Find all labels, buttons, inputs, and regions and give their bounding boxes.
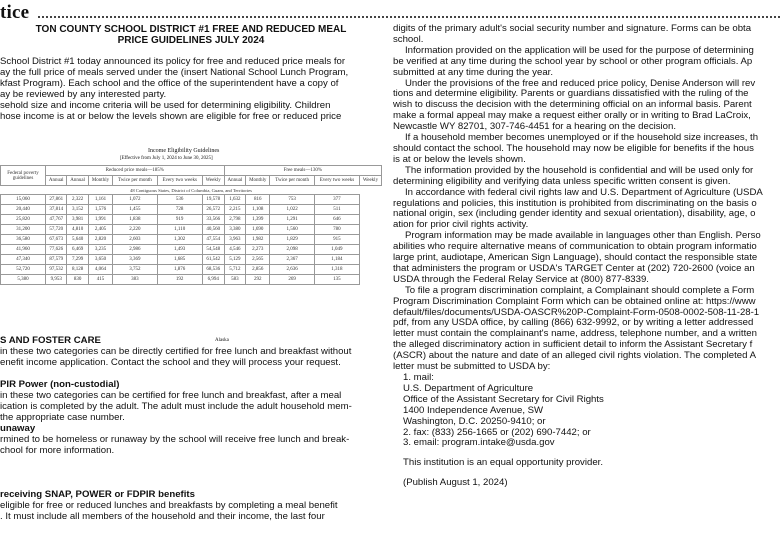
table-row xyxy=(1,275,382,285)
para-line: wish to discuss the decision with the determining official on an informal basis. Parent xyxy=(393,99,752,111)
table-cell: 26,572 xyxy=(202,205,224,215)
table-cell: 2,820 xyxy=(88,235,112,245)
table-cell: 3,650 xyxy=(88,255,112,265)
table-cell: 292 xyxy=(246,275,270,285)
para-line: digits of the primary adult's social security number and signature. Forms can be obta xyxy=(393,23,752,34)
table-cell: 27,861 xyxy=(46,195,67,205)
table-footer: Alaska xyxy=(215,338,229,343)
table-cell: 1,493 xyxy=(157,245,202,255)
table-col-header: Annual xyxy=(46,176,67,186)
intro-line: hose income is at or below the levels shown are eligible for free or reduced price xyxy=(0,110,342,122)
table-cell: 377 xyxy=(314,195,359,205)
notice-subtitle: PRICE GUIDELINES JULY 2024 xyxy=(117,35,265,46)
table-cell: 1,318 xyxy=(314,265,359,275)
table-cell: 269 xyxy=(270,275,314,285)
para-line: letter must be submitted to USDA by: xyxy=(393,361,551,373)
para-line: Newcastle WY 82701, 307-746-4451 for a hearing on the decision. xyxy=(393,121,677,133)
para-forms xyxy=(393,24,780,46)
table-col-header: Weekly xyxy=(360,176,382,186)
table-cell: 753 xyxy=(270,195,314,205)
table-cell: 2,798 xyxy=(224,215,245,225)
table-col-header: Twice per month xyxy=(270,176,314,186)
para-line: regulations and policies, this institution is prohibited from discriminating on the basis o xyxy=(393,197,757,209)
para-line: letter must contain the complainant's name, address, telephone number, and a written xyxy=(393,328,757,340)
section-line: rmined to be homeless or runaway by the school will receive free lunch and break- xyxy=(0,433,350,445)
table-cell: 47,340 xyxy=(1,255,46,265)
table-cell: 830 xyxy=(67,275,88,285)
table-row xyxy=(1,255,382,265)
address-line: U.S. Department of Agriculture xyxy=(403,382,534,394)
table-cell: 5,380 xyxy=(1,275,46,285)
table-row xyxy=(1,235,382,245)
table-cell: 1,560 xyxy=(270,225,314,235)
table-cell: 583 xyxy=(224,275,245,285)
usda-address-block xyxy=(393,373,780,449)
table-cell: 57,720 xyxy=(46,225,67,235)
table-cell: 67,673 xyxy=(46,235,67,245)
address-line: 1400 Independence Avenue, SW xyxy=(403,404,544,416)
section-title: PIR Power (non-custodial) xyxy=(0,379,120,390)
table-cell: 536 xyxy=(157,195,202,205)
table-cell: 1,049 xyxy=(314,245,359,255)
table-cell: 87,579 xyxy=(46,255,67,265)
table-cell: 511 xyxy=(314,205,359,215)
table-cell: 15,060 xyxy=(1,195,46,205)
header-word: tice xyxy=(0,2,30,23)
para-line: determining eligibility and verifying data unless specific written consent is given. xyxy=(393,175,731,187)
table-cell: 3,235 xyxy=(88,245,112,255)
income-guidelines-table-block xyxy=(0,134,382,344)
table-col-header: Annual xyxy=(224,176,245,186)
table-cell: 383 xyxy=(113,275,157,285)
table-cell: 1,632 xyxy=(224,195,245,205)
table-cell: 19,578 xyxy=(202,195,224,205)
intro-paragraph xyxy=(0,57,382,122)
table-cell: 780 xyxy=(314,225,359,235)
table-cell: 1,399 xyxy=(246,215,270,225)
table-caption: Income Eligibility Guidelines xyxy=(148,148,220,154)
table-cell: 3,981 xyxy=(67,215,88,225)
table-cell: 3,369 xyxy=(113,255,157,265)
table-cell: 816 xyxy=(246,195,270,205)
intro-line: School District #1 today announced its policy for free and reduced price meals for xyxy=(0,56,346,67)
equal-opportunity-statement: This institution is an equal opportunity provider. xyxy=(403,457,603,469)
table-subcaption: [Effective from July 1, 2024 to June 30, 2025] xyxy=(120,156,213,161)
table-header-size: Federal poverty guidelines xyxy=(1,166,46,186)
table-header-reduced: Reduced price meals—185% xyxy=(46,166,225,176)
table-cell: 4,546 xyxy=(224,245,245,255)
table-cell: 47,767 xyxy=(46,215,67,225)
para-line: The information provided by the household is confidential and will be used only for xyxy=(405,164,754,176)
table-cell: 728 xyxy=(157,205,202,215)
table-cell: 4,810 xyxy=(67,225,88,235)
table-cell: 1,291 xyxy=(270,215,314,225)
table-row xyxy=(1,205,382,215)
table-cell: 1,838 xyxy=(113,215,157,225)
section-title: receiving SNAP, POWER or FDPIR benefits xyxy=(0,489,195,500)
table-cell: 1,576 xyxy=(88,205,112,215)
table-cell: 3,752 xyxy=(113,265,157,275)
table-cell: 40,560 xyxy=(202,225,224,235)
table-cell: 2,367 xyxy=(270,255,314,265)
address-line: Office of the Assistant Secretary for Civil Rights xyxy=(403,393,604,405)
table-cell: 8,128 xyxy=(67,265,88,275)
para-line: abilities who require alternative means of communication to obtain program informatio xyxy=(393,241,757,253)
table-cell: 5,712 xyxy=(224,265,245,275)
para-line: default/files/documents/USDA-OASCR%20P-Complaint-Form-0508-0002-508-11-28-1 xyxy=(393,306,760,318)
table-col-header: Monthly xyxy=(88,176,112,186)
para-line: To file a program discrimination complaint, a Complainant should complete a Form xyxy=(405,284,755,296)
para-line: Program information may be made available in languages other than English. Perso xyxy=(405,230,761,242)
table-cell: 1,690 xyxy=(246,225,270,235)
para-line: pdf, from any USDA office, by calling (866) 632-9992, or by writing a letter addressed xyxy=(393,317,754,329)
para-line: In accordance with federal civil rights law and U.S. Department of Agriculture (USDA xyxy=(405,186,763,198)
table-col-header: Twice per month xyxy=(113,176,157,186)
table-cell: 415 xyxy=(88,275,112,285)
para-line: be verified at any time during the school year by school or other program officials. Ap xyxy=(393,55,753,67)
para-complaint xyxy=(393,286,780,373)
address-line: 1. mail: xyxy=(403,372,434,383)
table-cell: 36,580 xyxy=(1,235,46,245)
table-cell: 1,829 xyxy=(270,235,314,245)
table-cell: 77,626 xyxy=(46,245,67,255)
table-row xyxy=(1,225,382,235)
address-line: 2. fax: (833) 256-1665 or (202) 690-7442; or xyxy=(403,426,591,438)
table-cell: 2,405 xyxy=(88,225,112,235)
table-cell: 25,820 xyxy=(1,215,46,225)
para-line: the alleged discriminatory action in sufficient detail to inform the Assistant Secretary f xyxy=(393,339,753,351)
table-cell: 646 xyxy=(314,215,359,225)
table-cell: 7,299 xyxy=(67,255,88,265)
intro-line: kfast Program). Each school and the office of the superintendent have a copy of xyxy=(0,77,339,89)
table-cell: 33,566 xyxy=(202,215,224,225)
para-line: (ASCR) about the nature and date of an alleged civil rights violation. The completed A xyxy=(393,350,757,362)
table-region: 48 Contiguous States, District of Columbia, Guam, and Territories xyxy=(130,187,252,193)
publish-date: (Publish August 1, 2024) xyxy=(403,477,508,489)
left-column xyxy=(0,24,382,122)
table-cell: 6,469 xyxy=(67,245,88,255)
table-cell: 1,302 xyxy=(157,235,202,245)
section-line: . It must include all members of the household and their income, the last four xyxy=(0,510,325,522)
table-cell: 4,064 xyxy=(88,265,112,275)
table-cell: 1,982 xyxy=(246,235,270,245)
table-cell: 41,960 xyxy=(1,245,46,255)
para-verification xyxy=(393,46,780,79)
table-cell: 1,685 xyxy=(157,255,202,265)
table-cell: 1,072 xyxy=(113,195,157,205)
table-cell: 3,963 xyxy=(224,235,245,245)
table-cell: 1,455 xyxy=(113,205,157,215)
para-line: Information provided on the application will be used for the purpose of determining xyxy=(405,44,754,56)
table-cell: 6,994 xyxy=(202,275,224,285)
intro-line: ay the full price of meals served under the (insert National School Lunch Program, xyxy=(0,66,349,78)
para-line: national origin, sex (including gender identity and sexual orientation), disability, age, o xyxy=(393,208,756,220)
table-cell: 5,640 xyxy=(67,235,88,245)
table-cell: 2,220 xyxy=(113,225,157,235)
para-line: If a household member becomes unemployed or if the household size increases, th xyxy=(405,132,759,144)
para-civil-rights xyxy=(393,188,780,232)
table-col-header: Monthly xyxy=(246,176,270,186)
para-line: school. xyxy=(393,33,424,45)
para-line: submitted at any time during the year. xyxy=(393,66,553,78)
table-row xyxy=(1,265,382,275)
notice-title: TON COUNTY SCHOOL DISTRICT #1 FREE AND REDUCED MEAL xyxy=(35,24,347,35)
section-foster-care xyxy=(0,336,382,369)
section-title: S AND FOSTER CARE xyxy=(0,335,101,346)
table-cell: 31,200 xyxy=(1,225,46,235)
para-line: is at or below the levels shown. xyxy=(393,153,526,165)
para-line: Under the provisions of the free and reduced price policy, Denise Anderson will rev xyxy=(405,77,756,89)
table-cell: 2,986 xyxy=(113,245,157,255)
section-line: in these two categories can be directly certified for free lunch and breakfast without xyxy=(0,345,352,357)
table-cell: 2,215 xyxy=(224,205,245,215)
table-cell: 2,273 xyxy=(246,245,270,255)
table-cell: 1,110 xyxy=(157,225,202,235)
table-cell: 9,953 xyxy=(46,275,67,285)
section-line: in these two categories can be certified for free lunch and breakfast, after a meal xyxy=(0,389,342,401)
table-cell: 52,720 xyxy=(1,265,46,275)
table-cell: 915 xyxy=(314,235,359,245)
para-line: tions and determine eligibility. Parents or guardians dissatisfied with the ruling of the xyxy=(393,88,749,100)
table-row xyxy=(1,245,382,255)
table-body xyxy=(1,195,382,285)
section-line: chool for more information. xyxy=(0,444,115,456)
header-leader-dots xyxy=(38,16,780,18)
address-line: Washington, D.C. 20250-9410; or xyxy=(403,415,546,427)
intro-line: ay be reviewed by any interested party. xyxy=(0,88,167,100)
table-row xyxy=(1,215,382,225)
table-cell: 2,565 xyxy=(246,255,270,265)
section-snap xyxy=(0,490,382,523)
table-cell: 192 xyxy=(157,275,202,285)
table-cell: 1,876 xyxy=(157,265,202,275)
para-line: USDA through the Federal Relay Service at (800) 877-8339. xyxy=(393,273,649,285)
para-languages xyxy=(393,231,780,286)
right-column xyxy=(393,24,780,489)
table-cell: 68,536 xyxy=(202,265,224,275)
table-cell: 47,554 xyxy=(202,235,224,245)
table-cell: 97,532 xyxy=(46,265,67,275)
table-row xyxy=(1,195,382,205)
table-cell: 54,548 xyxy=(202,245,224,255)
table-cell: 2,856 xyxy=(246,265,270,275)
table-cell: 37,814 xyxy=(46,205,67,215)
table-col-header: Every two weeks xyxy=(314,176,359,186)
table-cell: 5,129 xyxy=(224,255,245,265)
income-guidelines-table xyxy=(0,165,382,285)
para-confidential xyxy=(393,166,780,188)
para-line: should contact the school. The household may now be eligible for benefits if the hous xyxy=(393,142,754,154)
section-line: ication is completed by the adult. The adult must include the adult household mem- xyxy=(0,400,352,412)
para-line: ation for prior civil rights activity. xyxy=(393,219,529,231)
table-cell: 1,184 xyxy=(314,255,359,265)
table-cell: 1,161 xyxy=(88,195,112,205)
table-cell: 2,322 xyxy=(67,195,88,205)
para-appeals xyxy=(393,79,780,134)
intro-line: sehold size and income criteria will be used for determining eligibility. Children xyxy=(0,99,331,111)
table-cell: 2,636 xyxy=(270,265,314,275)
para-line: that administers the program or USDA's TARGET Center at (202) 720-2600 (voice an xyxy=(393,262,755,274)
section-line: enefit income application. Contact the school and they will process your request. xyxy=(0,356,341,368)
table-col-header: Every two weeks xyxy=(157,176,202,186)
section-title: unaway xyxy=(0,423,36,434)
address-line: 3. email: program.intake@usda.gov xyxy=(403,437,555,449)
para-line: make a formal appeal may make a request either orally or in writing to Brad LaCroix, xyxy=(393,110,751,122)
para-line: large print, audiotape, American Sign Language), should contact the responsible state xyxy=(393,252,758,264)
table-cell: 3,380 xyxy=(224,225,245,235)
table-cell: 1,022 xyxy=(270,205,314,215)
para-line: Program Discrimination Complaint Form which can be obtained online at: https://www xyxy=(393,295,756,307)
table-cell: 1,991 xyxy=(88,215,112,225)
table-cell: 1,108 xyxy=(246,205,270,215)
section-runaway xyxy=(0,424,382,457)
table-header-free: Free meals—130% xyxy=(224,166,381,176)
notice-header xyxy=(0,2,780,24)
para-unemployed xyxy=(393,133,780,166)
table-cell: 135 xyxy=(314,275,359,285)
table-cell: 919 xyxy=(157,215,202,225)
table-col-header: Weekly xyxy=(202,176,224,186)
section-line: the appropriate case number. xyxy=(0,411,125,423)
table-cell: 2,603 xyxy=(113,235,157,245)
table-cell: 3,152 xyxy=(67,205,88,215)
section-fdpir-power xyxy=(0,380,382,424)
table-col-header: Annual xyxy=(67,176,88,186)
table-cell: 20,440 xyxy=(1,205,46,215)
section-line: eligible for free or reduced lunches and breakfasts by completing a meal benefit xyxy=(0,499,338,511)
table-cell: 2,098 xyxy=(270,245,314,255)
table-cell: 61,542 xyxy=(202,255,224,265)
